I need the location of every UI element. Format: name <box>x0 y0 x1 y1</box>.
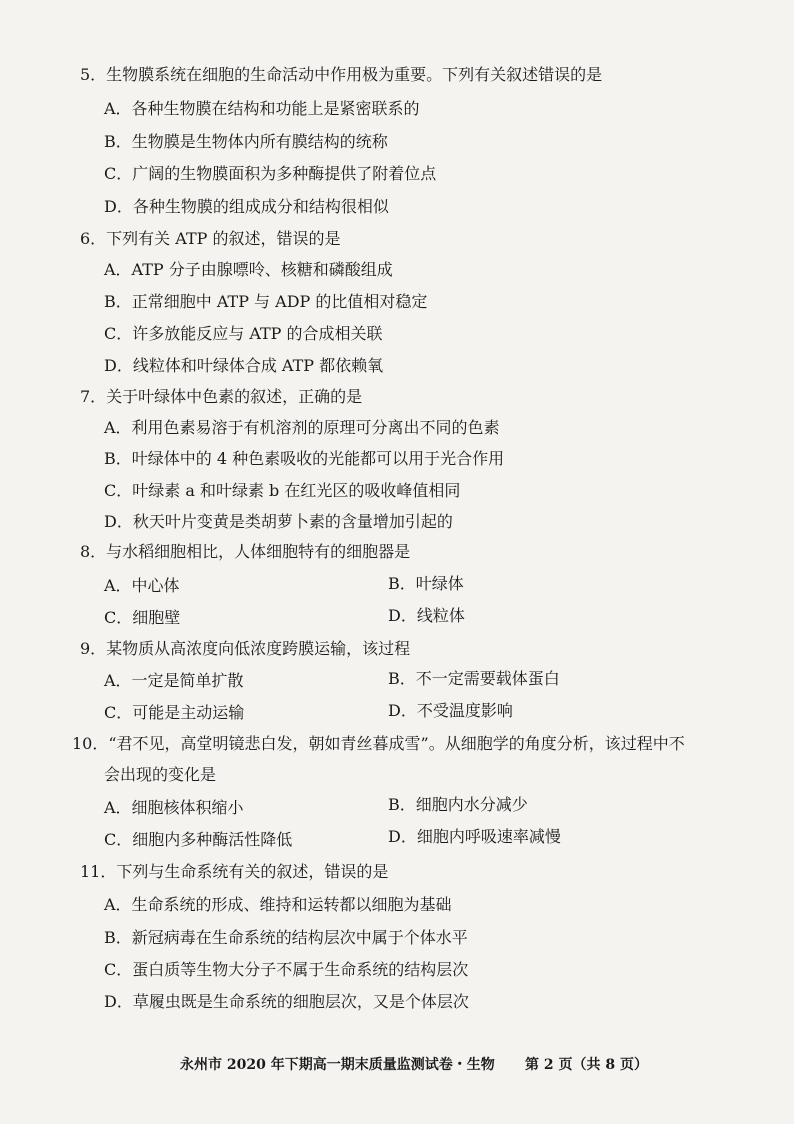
exam-title: 永州市 2020 年下期高一期末质量监测试卷・生物 <box>180 1057 495 1073</box>
question-9-option-b: B．不一定需要载体蛋白 <box>388 669 560 688</box>
question-6-stem: 6．下列有关 ATP 的叙述，错误的是 <box>80 229 341 248</box>
question-5-option-b: B．生物膜是生物体内所有膜结构的统称 <box>104 132 388 151</box>
question-9-option-a: A．一定是简单扩散 <box>104 671 244 690</box>
question-6-option-a: A．ATP 分子由腺嘌呤、核糖和磷酸组成 <box>104 260 393 279</box>
question-7-option-c: C．叶绿素 a 和叶绿素 b 在红光区的吸收峰值相同 <box>104 481 461 500</box>
question-10-option-d: D．细胞内呼吸速率减慢 <box>388 827 561 846</box>
question-9-option-c: C．可能是主动运输 <box>104 703 245 722</box>
question-11-stem: 11．下列与生命系统有关的叙述，错误的是 <box>80 862 389 881</box>
question-7-option-b: B．叶绿体中的 4 种色素吸收的光能都可以用于光合作用 <box>104 449 505 468</box>
question-8-option-a: A．中心体 <box>104 576 180 595</box>
question-11-option-b: B．新冠病毒在生命系统的结构层次中属于个体水平 <box>104 928 468 947</box>
question-7-option-d: D．秋天叶片变黄是类胡萝卜素的含量增加引起的 <box>104 512 453 531</box>
page-number: 第 2 页（共 8 页） <box>525 1057 648 1073</box>
question-5-option-c: C．广阔的生物膜面积为多种酶提供了附着位点 <box>104 164 437 183</box>
question-6-option-d: D．线粒体和叶绿体合成 ATP 都依赖氧 <box>104 356 384 375</box>
question-11-option-d: D．草履虫既是生命系统的细胞层次，又是个体层次 <box>104 992 469 1011</box>
question-6-option-b: B．正常细胞中 ATP 与 ADP 的比值相对稳定 <box>104 292 428 311</box>
question-10-stem: 10．“君不见，高堂明镜悲白发，朝如青丝暮成雪”。从细胞学的角度分析，该过程中不 <box>72 734 685 753</box>
question-7-stem: 7．关于叶绿体中色素的叙述，正确的是 <box>80 387 363 406</box>
question-8-stem: 8．与水稻细胞相比，人体细胞特有的细胞器是 <box>80 542 411 561</box>
question-8-option-d: D．线粒体 <box>388 606 465 625</box>
question-9-stem: 9．某物质从高浓度向低浓度跨膜运输，该过程 <box>80 639 411 658</box>
question-8-option-c: C．细胞壁 <box>104 608 181 627</box>
question-7-option-a: A．利用色素易溶于有机溶剂的原理可分离出不同的色素 <box>104 418 500 437</box>
question-5-stem: 5．生物膜系统在细胞的生命活动中作用极为重要。下列有关叙述错误的是 <box>80 65 603 84</box>
question-10-stem-continued: 会出现的变化是 <box>104 765 217 784</box>
question-5-option-d: D．各种生物膜的组成成分和结构很相似 <box>104 197 389 216</box>
question-10-option-b: B．细胞内水分减少 <box>388 795 528 814</box>
question-6-option-c: C．许多放能反应与 ATP 的合成相关联 <box>104 324 383 343</box>
question-11-option-c: C．蛋白质等生物大分子不属于生命系统的结构层次 <box>104 960 469 979</box>
question-9-option-d: D．不受温度影响 <box>388 701 513 720</box>
question-10-option-c: C．细胞内多种酶活性降低 <box>104 830 293 849</box>
question-10-option-a: A．细胞核体积缩小 <box>104 798 244 817</box>
question-8-option-b: B．叶绿体 <box>388 574 464 593</box>
question-5-option-a: A．各种生物膜在结构和功能上是紧密联系的 <box>104 99 420 118</box>
question-11-option-a: A．生命系统的形成、维持和运转都以细胞为基础 <box>104 895 452 914</box>
